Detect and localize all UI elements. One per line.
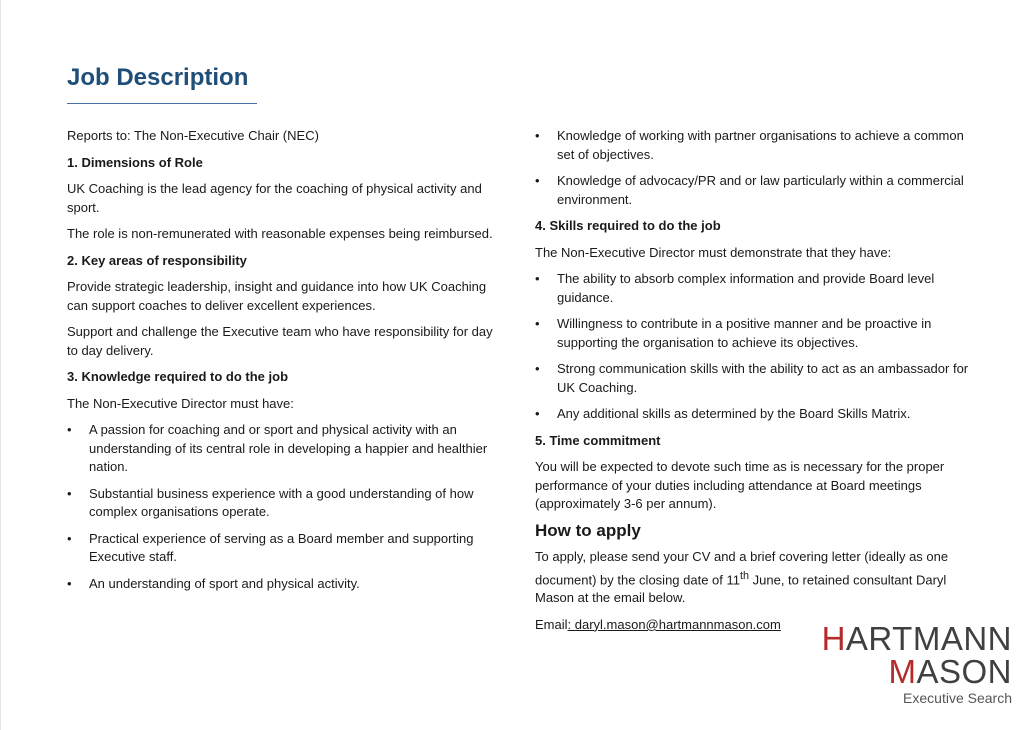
right-column [535, 127, 975, 642]
paragraph-support: Support and challenge the Executive team who have responsibility for day to day delivery. [67, 324, 493, 358]
logo-line-mason [822, 655, 1012, 688]
title-underline [67, 103, 257, 104]
how-to-apply-heading: How to apply [535, 520, 641, 540]
page-edge [0, 0, 1, 730]
paragraph-remuneration: The role is non-remunerated with reasonable expenses being reimbursed. [67, 226, 493, 241]
logo-line-hartmann [822, 622, 1012, 655]
list-item: • Any additional skills as determined by the Board Skills Matrix. [535, 405, 975, 424]
list-item: • Knowledge of advocacy/PR and or law particularly within a commercial environment. [535, 172, 975, 209]
paragraph-leadership: Provide strategic leadership, insight and guidance into how UK Coaching can support coaches to deliver excellent experiences. [67, 279, 487, 313]
paragraph-must-have: The Non-Executive Director must have: [67, 395, 294, 411]
list-item: • The ability to absorb complex information and provide Board level guidance. [535, 270, 975, 307]
company-logo [822, 622, 1012, 706]
skills-list [535, 270, 975, 424]
logo-initial-m: M [888, 653, 917, 690]
email-link[interactable]: : daryl.mason@hartmannmason.com [567, 616, 781, 632]
page-title: Job Description [67, 64, 249, 91]
list-item: • Practical experience of serving as a Board member and supporting Executive staff. [67, 530, 507, 567]
section-heading-skills: 4. Skills required to do the job [535, 218, 721, 233]
logo-text-ason: ASON [916, 653, 1012, 690]
section-heading-dimensions: 1. Dimensions of Role [67, 154, 203, 170]
paragraph-demonstrate: The Non-Executive Director must demonstrate that they have: [535, 244, 892, 260]
logo-text-artmann: ARTMANN [845, 620, 1012, 657]
logo-initial-h: H [821, 620, 846, 657]
reports-to: Reports to: The Non-Executive Chair (NEC) [67, 128, 319, 143]
paragraph-lead-agency: UK Coaching is the lead agency for the coaching of physical activity and sport. [67, 181, 482, 215]
knowledge-list [67, 421, 507, 593]
apply-text-end: June, to retained consultant Daryl Mason at the email below. [535, 571, 947, 606]
ordinal-suffix: th [740, 569, 750, 582]
list-item: • Knowledge of working with partner organisations to achieve a common set of objectives. [535, 127, 975, 164]
section-heading-time: 5. Time commitment [535, 432, 661, 448]
left-column [67, 127, 507, 601]
paragraph-apply [535, 548, 975, 608]
list-item: • A passion for coaching and or sport and physical activity with an understanding of its central role in developing a happier and healthier nation. [67, 421, 507, 477]
list-item: • Strong communication skills with the ability to act as an ambassador for UK Coaching. [535, 360, 975, 397]
email-label: Email [535, 616, 568, 632]
apply-text-start: To apply, please send your CV and a brief covering letter (ideally as one document) by the closing date of 11 [535, 549, 949, 587]
section-heading-responsibility: 2. Key areas of responsibility [67, 252, 247, 268]
paragraph-time-commitment: You will be expected to devote such time as is necessary for the proper performance of your duties including attendance at Board meetings (approximately 3-6 per annum). [535, 459, 945, 511]
section-heading-knowledge: 3. Knowledge required to do the job [67, 369, 289, 384]
list-item: • An understanding of sport and physical activity. [67, 575, 507, 594]
logo-tagline: Executive Search [903, 690, 1012, 706]
knowledge-list-continued [535, 127, 975, 209]
list-item: • Willingness to contribute in a positive manner and be proactive in supporting the organisation to achieve its objectives. [535, 315, 975, 352]
list-item: • Substantial business experience with a good understanding of how complex organisations operate. [67, 485, 507, 522]
